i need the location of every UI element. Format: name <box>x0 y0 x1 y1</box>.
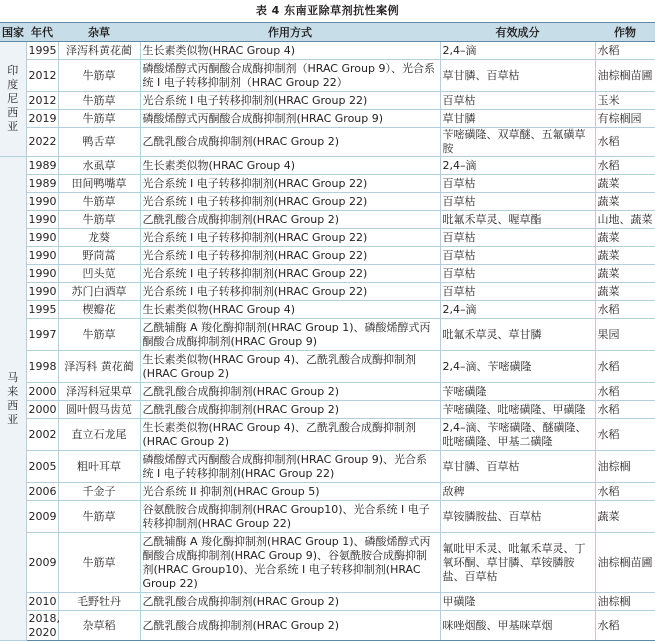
table-body <box>0 42 655 641</box>
year-cell: 2010 <box>26 593 58 611</box>
weed-cell: 牛筋草 <box>58 193 140 211</box>
header-weed: 杂草 <box>58 23 140 42</box>
crop-cell: 蔬菜 <box>595 247 655 265</box>
table-row <box>0 319 655 351</box>
mode-of-action-cell: 生长素类似物(HRAC Group 4) <box>140 157 440 175</box>
mode-of-action-cell: 生长素类似物(HRAC Group 4)、乙酰乳酸合成酶抑制剂(HRAC Group 2) <box>140 351 440 383</box>
active-ingredient-cell: 2,4–滴、苄嘧磺隆、醚磺隆、吡嘧磺隆、甲基二磺隆 <box>440 419 595 451</box>
active-ingredient-cell: 百草枯 <box>440 92 595 110</box>
active-ingredient-cell: 百草枯 <box>440 175 595 193</box>
table-row <box>0 229 655 247</box>
active-ingredient-cell: 百草枯 <box>440 247 595 265</box>
crop-cell: 蔬菜 <box>595 283 655 301</box>
weed-cell: 千金子 <box>58 483 140 501</box>
table-row <box>0 60 655 92</box>
crop-cell: 水稻 <box>595 483 655 501</box>
mode-of-action-cell: 谷氨酰胺合成酶抑制剂(HRAC Group10)、光合系统 I 电子转移抑制剂(HRAC Group 22) <box>140 501 440 533</box>
table-row <box>0 593 655 611</box>
crop-cell: 玉米 <box>595 92 655 110</box>
mode-of-action-cell: 生长素类似物(HRAC Group 4)、乙酰乳酸合成酶抑制剂(HRAC Group 2) <box>140 419 440 451</box>
crop-cell: 水稻 <box>595 401 655 419</box>
year-cell: 2009 <box>26 501 58 533</box>
year-cell: 2022 <box>26 128 58 157</box>
table-row <box>0 483 655 501</box>
table-row <box>0 110 655 128</box>
year-cell: 1997 <box>26 319 58 351</box>
herbicide-resistance-table <box>0 22 655 641</box>
table-row <box>0 247 655 265</box>
mode-of-action-cell: 磷酸烯醇式丙酮酸合成酶抑制剂(HRAC Group 9)、光合系统 I 电子转移抑制剂(HRAC Group 22) <box>140 451 440 483</box>
crop-cell: 有棕榈园 <box>595 110 655 128</box>
mode-of-action-cell: 生长素类似物(HRAC Group 4) <box>140 301 440 319</box>
header-active-ingredient: 有效成分 <box>440 23 595 42</box>
weed-cell: 凹头苋 <box>58 265 140 283</box>
year-cell: 2012 <box>26 92 58 110</box>
header-crop: 作物 <box>595 23 655 42</box>
mode-of-action-cell: 乙酰乳酸合成酶抑制剂(HRAC Group 2) <box>140 401 440 419</box>
mode-of-action-cell: 磷酸烯醇式丙酮酸合成酶抑制剂(HRAC Group 9) <box>140 110 440 128</box>
weed-cell: 牛筋草 <box>58 211 140 229</box>
active-ingredient-cell: 咪唑烟酸、甲基咪草烟 <box>440 611 595 641</box>
active-ingredient-cell: 草甘膦、百草枯 <box>440 451 595 483</box>
weed-cell: 泽泻科冠果草 <box>58 383 140 401</box>
table-row <box>0 501 655 533</box>
active-ingredient-cell: 草甘膦 <box>440 110 595 128</box>
table-row <box>0 92 655 110</box>
active-ingredient-cell: 草甘膦、百草枯 <box>440 60 595 92</box>
mode-of-action-cell: 光合系统 I 电子转移抑制剂(HRAC Group 22) <box>140 265 440 283</box>
weed-cell: 鸭舌草 <box>58 128 140 157</box>
active-ingredient-cell: 氟吡甲禾灵、吡氟禾草灵、丁氧环酮、草甘膦、草铵膦胺盐、百草枯 <box>440 533 595 593</box>
table-row <box>0 401 655 419</box>
table-caption: 表 4 东南亚除草剂抗性案例 <box>255 4 400 17</box>
crop-cell: 油棕榈 <box>595 593 655 611</box>
table-row <box>0 383 655 401</box>
year-cell: 2012 <box>26 60 58 92</box>
crop-cell: 水稻 <box>595 157 655 175</box>
weed-cell: 牛筋草 <box>58 501 140 533</box>
crop-cell: 蔬菜 <box>595 229 655 247</box>
weed-cell: 泽泻科 黄花蔺 <box>58 351 140 383</box>
year-cell: 1990 <box>26 265 58 283</box>
year-cell: 2000 <box>26 383 58 401</box>
weed-cell: 牛筋草 <box>58 533 140 593</box>
table-row <box>0 265 655 283</box>
header-row <box>0 23 655 42</box>
country-label: 马来西亚 <box>7 370 19 426</box>
crop-cell: 水稻 <box>595 128 655 157</box>
active-ingredient-cell: 百草枯 <box>440 229 595 247</box>
active-ingredient-cell: 2,4–滴 <box>440 301 595 319</box>
table-row <box>0 193 655 211</box>
weed-cell: 泽泻科黄花蔺 <box>58 42 140 60</box>
mode-of-action-cell: 乙酰辅酶 A 羧化酶抑制剂(HRAC Group 1)、磷酸烯醇式丙酮酸合成酶抑制剂(HRAC Group 9) <box>140 319 440 351</box>
table-row <box>0 42 655 60</box>
active-ingredient-cell: 2,4–滴、苄嘧磺隆 <box>440 351 595 383</box>
mode-of-action-cell: 乙酰乳酸合成酶抑制剂(HRAC Group 2) <box>140 211 440 229</box>
weed-cell: 牛筋草 <box>58 92 140 110</box>
table-row <box>0 301 655 319</box>
table-row <box>0 351 655 383</box>
weed-cell: 粗叶耳草 <box>58 451 140 483</box>
active-ingredient-cell: 苄嘧磺隆 <box>440 383 595 401</box>
mode-of-action-cell: 光合系统 I 电子转移抑制剂(HRAC Group 22) <box>140 283 440 301</box>
weed-cell: 野茼蒿 <box>58 247 140 265</box>
weed-cell: 杂草稻 <box>58 611 140 641</box>
mode-of-action-cell: 乙酰乳酸合成酶抑制剂(HRAC Group 2) <box>140 611 440 641</box>
mode-of-action-cell: 光合系统 I 电子转移抑制剂(HRAC Group 22) <box>140 247 440 265</box>
weed-cell: 直立石龙尾 <box>58 419 140 451</box>
table-row <box>0 611 655 641</box>
weed-cell: 牛筋草 <box>58 110 140 128</box>
year-cell: 1990 <box>26 283 58 301</box>
year-cell: 1998 <box>26 351 58 383</box>
table-row <box>0 175 655 193</box>
table-row <box>0 533 655 593</box>
active-ingredient-cell: 百草枯 <box>440 283 595 301</box>
header-mode-of-action: 作用方式 <box>140 23 440 42</box>
header-year: 年代 <box>26 23 58 42</box>
country-cell <box>0 42 26 157</box>
year-cell: 1995 <box>26 301 58 319</box>
crop-cell: 蔬菜 <box>595 265 655 283</box>
active-ingredient-cell: 吡氟禾草灵、喔草酯 <box>440 211 595 229</box>
mode-of-action-cell: 生长素类似物(HRAC Group 4) <box>140 42 440 60</box>
mode-of-action-cell: 乙酰乳酸合成酶抑制剂(HRAC Group 2) <box>140 383 440 401</box>
crop-cell: 水稻 <box>595 383 655 401</box>
mode-of-action-cell: 光合系统 I 电子转移抑制剂(HRAC Group 22) <box>140 92 440 110</box>
weed-cell: 楔瓣花 <box>58 301 140 319</box>
active-ingredient-cell: 苄嘧磺隆、吡嘧磺隆、甲磺隆 <box>440 401 595 419</box>
mode-of-action-cell: 乙酰辅酶 A 羧化酶抑制剂(HRAC Group 1)、磷酸烯醇式丙酮酸合成酶抑制剂(HRAC Group 9)、谷氨酰胺合成酶抑制剂(HRAC Group10)、光合系统 I 电子转移抑制剂(HRAC Group 22) <box>140 533 440 593</box>
year-cell: 1990 <box>26 247 58 265</box>
table-row <box>0 211 655 229</box>
year-cell: 1990 <box>26 229 58 247</box>
year-cell: 1989 <box>26 175 58 193</box>
weed-cell: 龙葵 <box>58 229 140 247</box>
mode-of-action-cell: 光合系统 I 电子转移抑制剂(HRAC Group 22) <box>140 229 440 247</box>
year-cell: 2000 <box>26 401 58 419</box>
mode-of-action-cell: 磷酸烯醇式丙酮酸合成酶抑制剂（HRAC Group 9）、光合系统 I 电子转移抑制剂（HRAC Group 22） <box>140 60 440 92</box>
country-cell <box>0 157 26 641</box>
active-ingredient-cell: 甲磺隆 <box>440 593 595 611</box>
crop-cell: 山地、蔬菜 <box>595 211 655 229</box>
mode-of-action-cell: 光合系统 I 电子转移抑制剂(HRAC Group 22) <box>140 193 440 211</box>
weed-cell: 苏门白酒草 <box>58 283 140 301</box>
year-cell: 2006 <box>26 483 58 501</box>
active-ingredient-cell: 百草枯 <box>440 193 595 211</box>
year-cell: 2005 <box>26 451 58 483</box>
table-row <box>0 283 655 301</box>
mode-of-action-cell: 光合系统 II 抑制剂(HRAC Group 5) <box>140 483 440 501</box>
mode-of-action-cell: 乙酰乳酸合成酶抑制剂(HRAC Group 2) <box>140 593 440 611</box>
crop-cell: 油棕榈苗圃 <box>595 533 655 593</box>
active-ingredient-cell: 敌稗 <box>440 483 595 501</box>
table-row <box>0 419 655 451</box>
header-country: 国家 <box>0 23 26 42</box>
weed-cell: 圆叶假马齿苋 <box>58 401 140 419</box>
crop-cell: 果园 <box>595 319 655 351</box>
crop-cell: 水稻 <box>595 351 655 383</box>
year-cell: 1990 <box>26 211 58 229</box>
year-cell: 2002 <box>26 419 58 451</box>
year-cell: 1995 <box>26 42 58 60</box>
active-ingredient-cell: 草铵膦胺盐、百草枯 <box>440 501 595 533</box>
mode-of-action-cell: 光合系统 I 电子转移抑制剂(HRAC Group 22) <box>140 175 440 193</box>
year-cell: 2018, 2020 <box>26 611 58 641</box>
year-cell: 1989 <box>26 157 58 175</box>
weed-cell: 牛筋草 <box>58 319 140 351</box>
table-row <box>0 128 655 157</box>
table-row <box>0 157 655 175</box>
crop-cell: 油棕榈 <box>595 451 655 483</box>
table-row <box>0 451 655 483</box>
year-cell: 2019 <box>26 110 58 128</box>
crop-cell: 蔬菜 <box>595 175 655 193</box>
year-cell: 2009 <box>26 533 58 593</box>
active-ingredient-cell: 吡氟禾草灵、草甘膦 <box>440 319 595 351</box>
crop-cell: 油棕榈苗圃 <box>595 60 655 92</box>
crop-cell: 水稻 <box>595 301 655 319</box>
weed-cell: 牛筋草 <box>58 60 140 92</box>
active-ingredient-cell: 苄嘧磺隆、双草醚、五氟磺草胺 <box>440 128 595 157</box>
weed-cell: 水虱草 <box>58 157 140 175</box>
country-label: 印度尼西亚 <box>7 64 19 133</box>
crop-cell: 蔬菜 <box>595 193 655 211</box>
weed-cell: 毛野牡丹 <box>58 593 140 611</box>
crop-cell: 蔬菜 <box>595 501 655 533</box>
crop-cell: 水稻 <box>595 419 655 451</box>
active-ingredient-cell: 2,4–滴 <box>440 42 595 60</box>
weed-cell: 田间鸭嘴草 <box>58 175 140 193</box>
crop-cell: 水稻 <box>595 611 655 641</box>
active-ingredient-cell: 百草枯 <box>440 265 595 283</box>
mode-of-action-cell: 乙酰乳酸合成酶抑制剂(HRAC Group 2) <box>140 128 440 157</box>
crop-cell: 水稻 <box>595 42 655 60</box>
year-cell: 1990 <box>26 193 58 211</box>
active-ingredient-cell: 2,4–滴 <box>440 157 595 175</box>
